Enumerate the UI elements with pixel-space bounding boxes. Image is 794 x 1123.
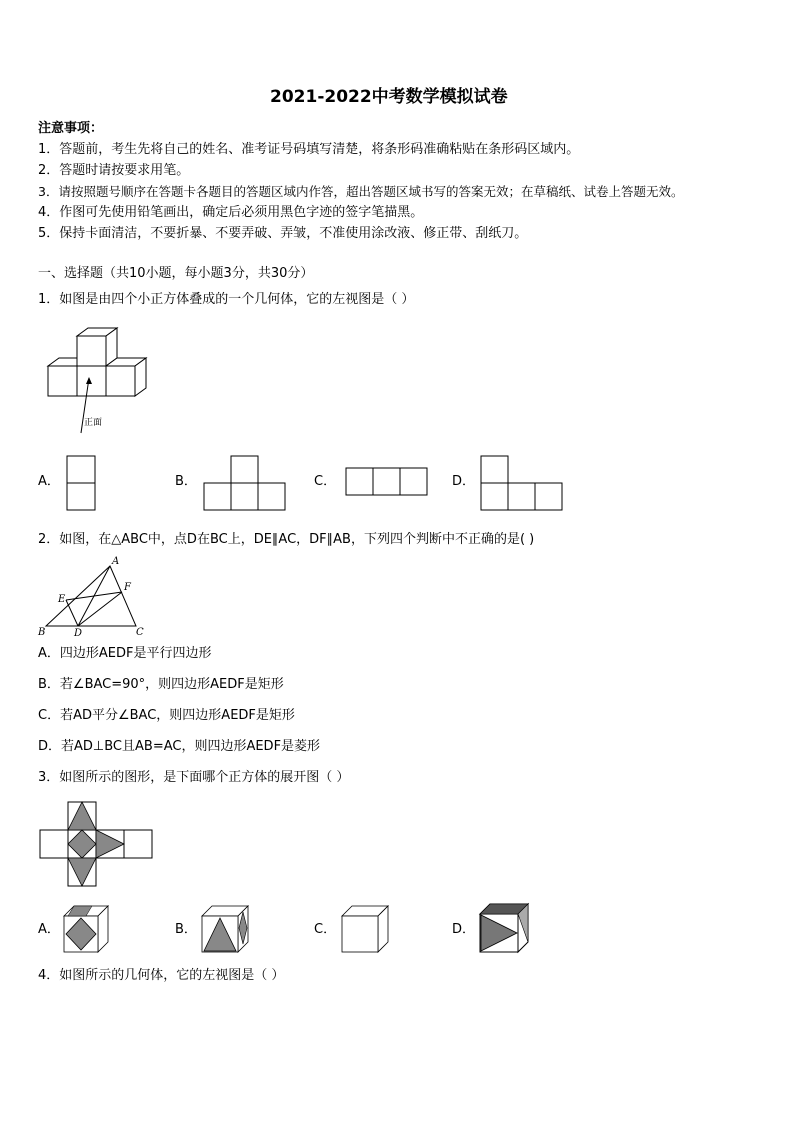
q3-option-b-label[interactable]: B． [175,922,197,937]
q1-solid-figure [40,326,160,436]
q1-option-c-label[interactable]: C． [314,474,337,489]
q2-option-a[interactable]: A．四边形AEDF是平行四边形 [38,646,212,661]
q2-option-c[interactable]: C．若AD平分∠BAC，则四边形AEDF是矩形 [38,708,295,723]
front-label: 正面 [84,418,103,428]
q3-option-d-label[interactable]: D． [452,922,476,937]
point-f-label: F [124,582,131,593]
q1-option-b-figure [204,455,288,511]
question-1-stem: 1．如图是由四个小正方体叠成的一个几何体，它的左视图是（ ） [38,292,415,307]
notice-item: 3．请按照题号顺序在答题卡各题目的答题区域内作答，超出答题区域书写的答案无效；在草稿纸、试卷上答题无效。 [38,184,684,199]
q3-option-c-figure [340,904,392,954]
q1-option-d-label[interactable]: D． [452,474,476,489]
notice-item: 1．答题前，考生先将自己的姓名、准考证号码填写清楚，将条形码准确粘贴在条形码区域内。 [38,142,580,157]
question-4-stem: 4．如图所示的几何体，它的左视图是（ ） [38,968,285,983]
page-title: 2021-2022中考数学模拟试卷 [270,87,508,107]
q2-option-b[interactable]: B．若∠BAC=90°，则四边形AEDF是矩形 [38,677,284,692]
point-c-label: C [136,627,144,638]
q1-option-c-figure [345,467,429,497]
point-b-label: B [38,627,46,638]
point-e-label: E [58,594,66,605]
q1-option-a-label[interactable]: A． [38,474,60,489]
notice-item: 5．保持卡面清洁，不要折暴、不要弄破、弄皱，不准使用涂改液、修正带、刮纸刀。 [38,226,528,241]
section-heading: 一、选择题（共10小题，每小题3分，共30分） [38,266,314,281]
notice-heading: 注意事项： [38,121,104,136]
point-a-label: A [112,556,120,567]
q1-option-d-figure [480,455,564,511]
question-2-stem: 2．如图，在△ABC中，点D在BC上，DE∥AC，DF∥AB，下列四个判断中不正确的是( ) [38,532,535,547]
q3-option-c-label[interactable]: C． [314,922,337,937]
question-3-stem: 3．如图所示的图形，是下面哪个正方体的展开图（ ） [38,770,350,785]
q1-option-a-figure [66,455,96,511]
q3-option-a-label[interactable]: A． [38,922,60,937]
q2-triangle-figure [36,556,146,638]
q2-option-d[interactable]: D．若AD⊥BC且AB=AC，则四边形AEDF是菱形 [38,739,321,754]
notice-item: 4．作图可先使用铅笔画出，确定后必须用黑色字迹的签字笔描黑。 [38,205,424,220]
notice-item: 2．答题时请按要求用笔。 [38,163,190,178]
q3-option-b-figure [200,904,252,954]
q3-option-a-figure [62,904,112,954]
q3-option-d-figure [478,902,532,954]
q3-net-figure [36,800,158,890]
point-d-label: D [74,628,83,639]
q1-option-b-label[interactable]: B． [175,474,197,489]
